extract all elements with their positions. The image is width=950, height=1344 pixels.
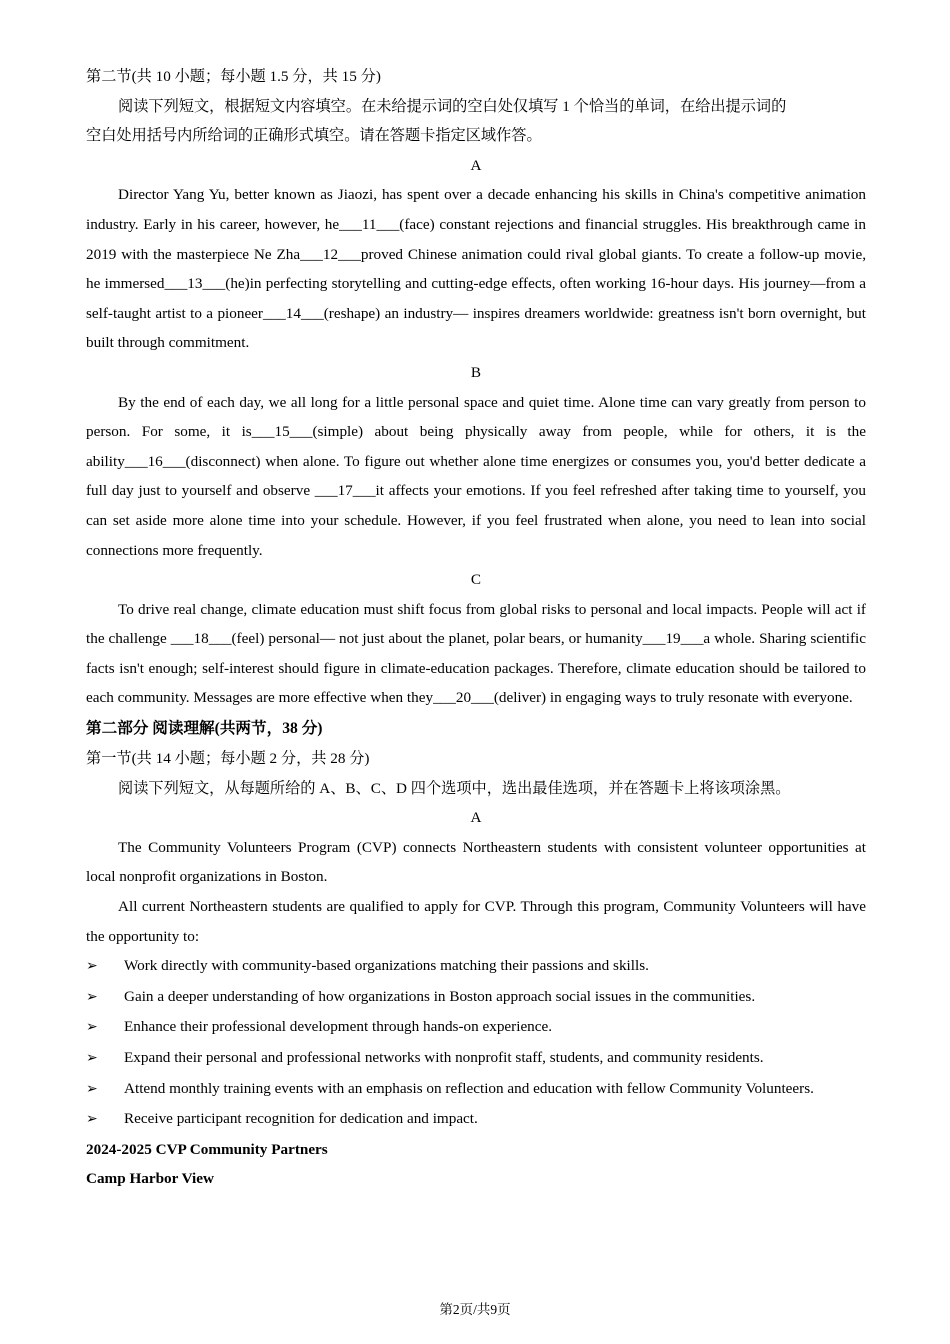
arrowhead-bullet-icon: ➢ bbox=[86, 958, 98, 975]
fill-in-instructions-line1: 阅读下列短文，根据短文内容填空。在未给提示词的空白处仅填写 1 个恰当的单词，在给出提示词的 bbox=[118, 97, 787, 115]
reading-passage-label-a: A bbox=[470, 809, 482, 827]
list-item-text: Expand their personal and professional networks with nonprofit staff, students, and community residents. bbox=[124, 1049, 764, 1066]
list-item-text: Work directly with community-based organizations matching their passions and skills. bbox=[124, 957, 649, 975]
list-item-text: Gain a deeper understanding of how organizations in Boston approach social issues in the communities. bbox=[124, 987, 756, 1005]
list-item bbox=[86, 1104, 866, 1135]
page-content bbox=[86, 62, 866, 1194]
reading-paragraph-2: All current Northeastern students are qualified to apply for CVP. Through this program, Community Volunteers will have the opportunity to: bbox=[86, 898, 866, 945]
arrowhead-bullet-icon: ➢ bbox=[86, 1050, 98, 1066]
partners-heading: 2024-2025 CVP Community Partners bbox=[86, 1140, 328, 1158]
arrowhead-bullet-icon: ➢ bbox=[86, 1111, 98, 1128]
list-item bbox=[86, 951, 866, 982]
passage-label-c: C bbox=[470, 571, 482, 589]
fill-in-section-header: 第二节(共 10 小题；每小题 1.5 分，共 15 分) bbox=[86, 68, 381, 85]
list-item bbox=[86, 1043, 866, 1074]
passage-text-b: By the end of each day, we all long for a little personal space and quiet time. Alone time can vary greatly from person to person. For some, it is___15___(simple) about being physically away from people, while for others, it is the ability___16___(disconnect) when alone. To figure out whether alone time energizes or consumes you, you'd better dedicate a full day just to yourself and observe ___17___it affects your emotions. If you feel refreshed after taking time to yourself, you can set aside more alone time into your schedule. However, if you feel frustrated when alone, you need to lean into social connections more frequently. bbox=[86, 393, 866, 559]
passage-text-a: Director Yang Yu, better known as Jiaozi, has spent over a decade enhancing his skills in China's competitive animation industry. Early in his career, however, he___11___(face) constant rejections and financial struggles. His breakthrough came in 2019 with the masterpiece Ne Zha___12___proved Chinese animation could rival global giants. To create a follow-up movie, he immersed___13___(he)in perfecting storytelling and cutting-edge effects, often working 16-hour days. His journey—from a self-taught artist to a pioneer___14___(reshape) an industry— inspires dreamers worldwide: greatness isn't born overnight, but built through commitment. bbox=[86, 186, 866, 352]
arrowhead-bullet-icon: ➢ bbox=[86, 1080, 98, 1097]
reading-section-header: 第一节(共 14 小题；每小题 2 分，共 28 分) bbox=[86, 750, 370, 768]
passage-label-a: A bbox=[470, 156, 482, 174]
fill-in-instructions-line2: 空白处用括号内所给词的正确形式填空。请在答题卡指定区域作答。 bbox=[86, 127, 542, 145]
passage-text-c: To drive real change, climate education must shift focus from global risks to personal and local impacts. People will act if the challenge ___18___(feel) personal— not just about the planet, polar bears, or humanity___19___a whole. Sharing scientific facts isn't enough; self-interest should figure in climate-education packages. Therefore, climate education should be tailored to each community. Messages are more effective when they___20___(deliver) in engaging ways to truly resonate with everyone. bbox=[86, 600, 866, 707]
list-item-text: Attend monthly training events with an emphasis on reflection and education with fellow Community Volunteers. bbox=[124, 1079, 814, 1097]
arrowhead-bullet-icon: ➢ bbox=[86, 988, 98, 1005]
list-item-text: Receive participant recognition for dedication and impact. bbox=[124, 1110, 478, 1128]
list-item bbox=[86, 982, 866, 1013]
partner-name-first: Camp Harbor View bbox=[86, 1170, 214, 1188]
reading-instructions: 阅读下列短文，从每题所给的 A、B、C、D 四个选项中，选出最佳选项，并在答题卡上将该项涂黑。 bbox=[118, 779, 791, 797]
reading-paragraph-1: The Community Volunteers Program (CVP) connects Northeastern students with consistent volunteer opportunities at local nonprofit organizations in Boston. bbox=[86, 838, 866, 886]
list-item bbox=[86, 1012, 866, 1043]
page-footer bbox=[0, 1300, 950, 1320]
arrowhead-bullet-icon: ➢ bbox=[86, 1019, 98, 1036]
passage-label-b: B bbox=[470, 363, 482, 381]
reading-part-title: 第二部分 阅读理解(共两节，38 分) bbox=[86, 720, 323, 738]
page-indicator: 第2页/共9页 bbox=[439, 1302, 511, 1317]
list-item bbox=[86, 1074, 866, 1105]
list-item-text: Enhance their professional development through hands-on experience. bbox=[124, 1018, 553, 1036]
